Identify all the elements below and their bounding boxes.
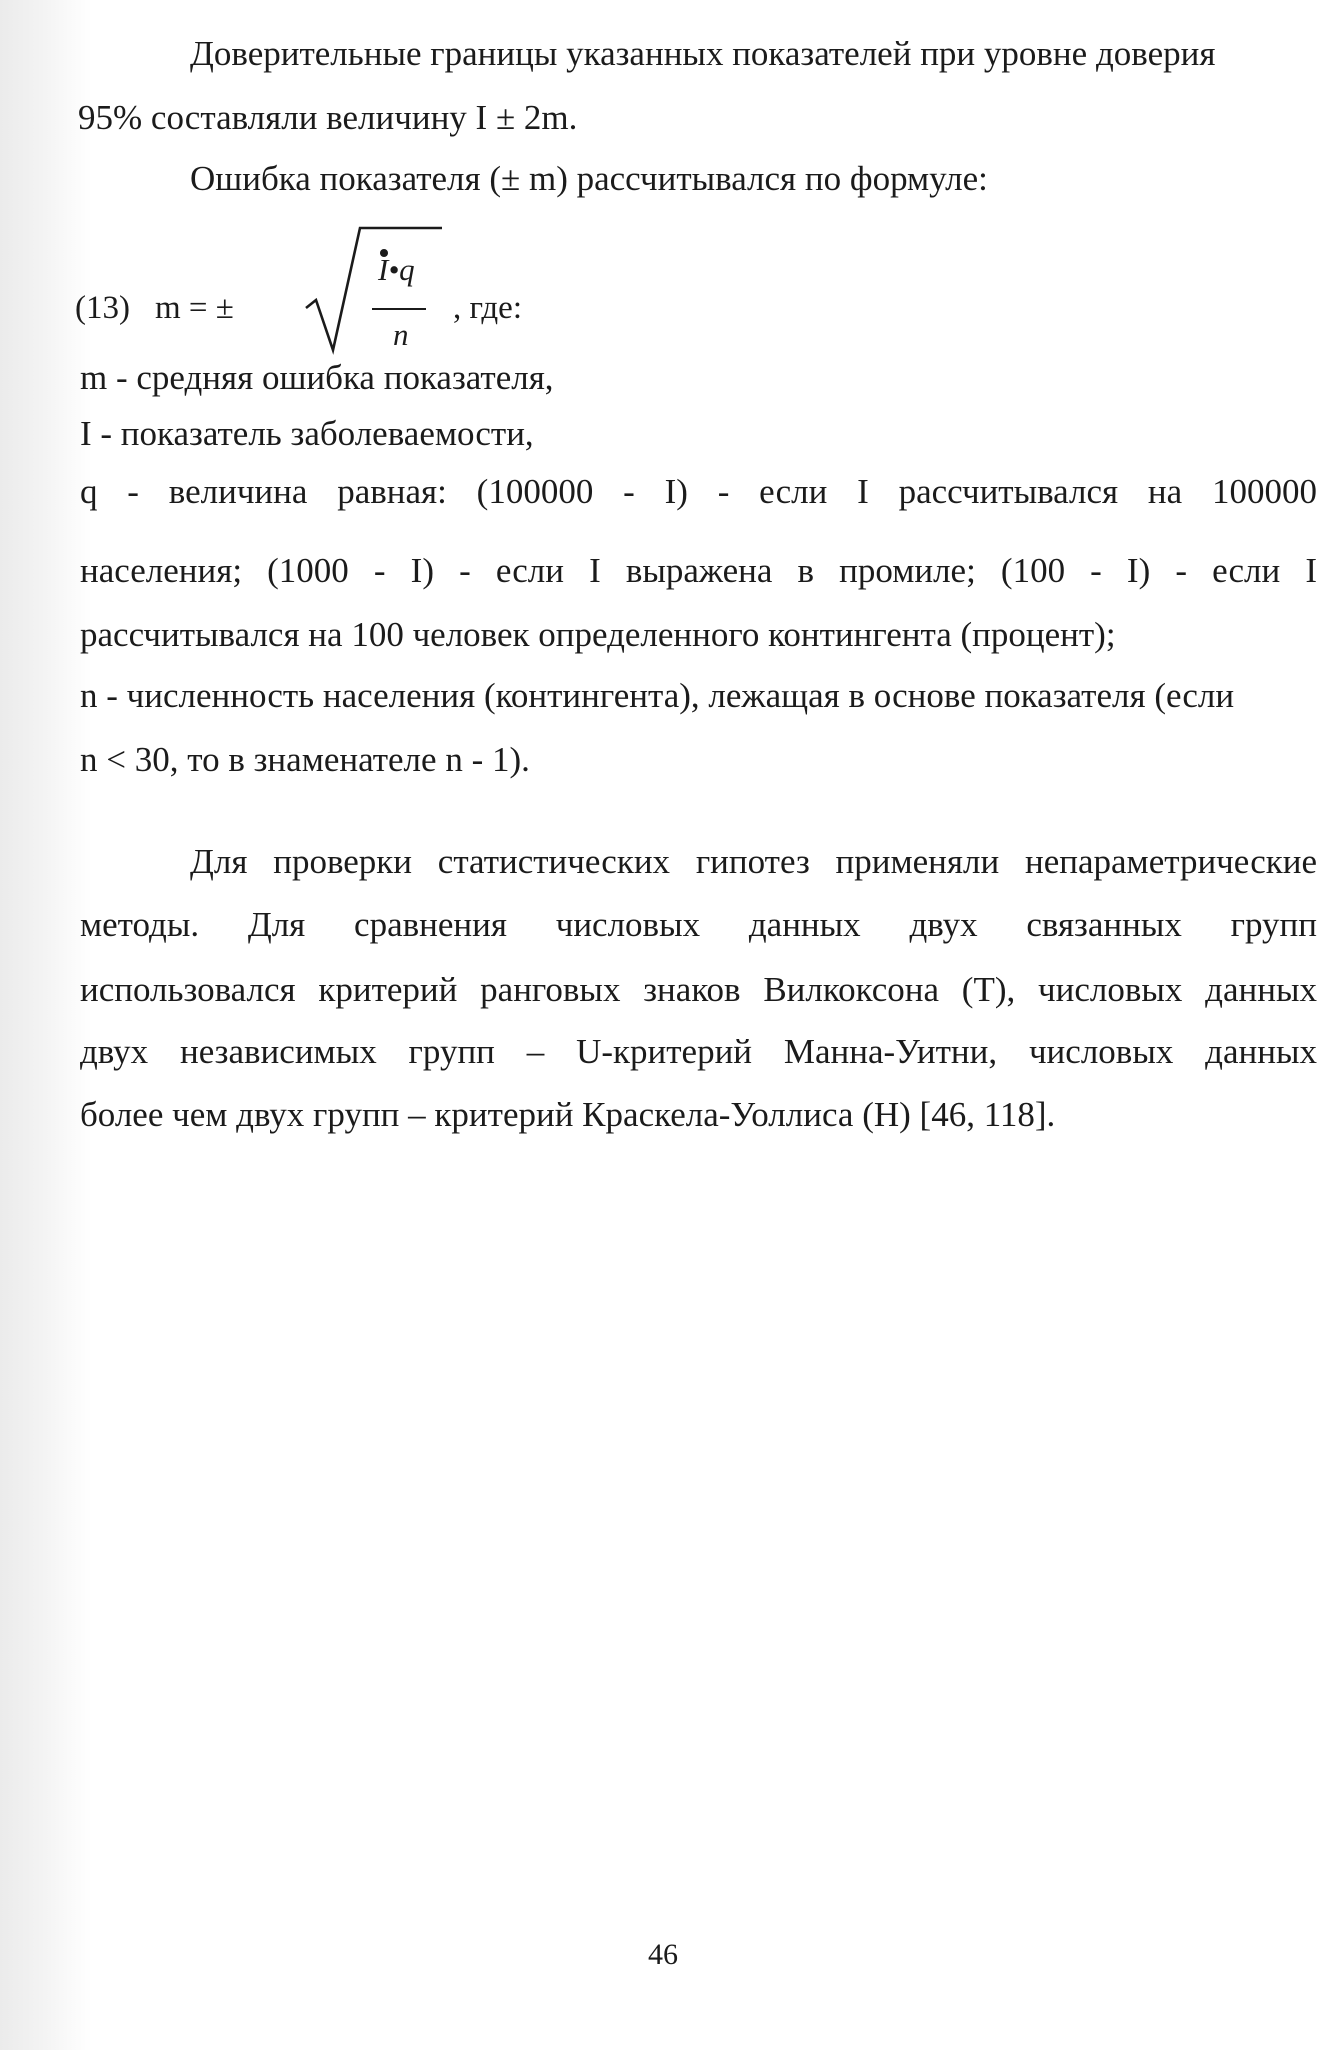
paragraph3-line2: методы. Для сравнения числовых данных двух связанных групп — [80, 905, 1317, 944]
error-formula — [75, 210, 775, 350]
formula-numerator: I•q — [378, 252, 415, 287]
paragraph3-line5: более чем двух групп – критерий Краскела-Уоллиса (Н) [46, 118]. — [80, 1095, 1056, 1134]
definition-i: I - показатель заболеваемости, — [80, 414, 534, 453]
definition-q-line3: рассчитывался на 100 человек определенного контингента (процент); — [80, 615, 1116, 654]
definition-n-line2: n < 30, то в знаменателе n - 1). — [80, 740, 530, 779]
paragraph1-line1: Доверительные границы указанных показателей при уровне доверия — [190, 34, 1216, 73]
formula-denominator: n — [393, 317, 409, 352]
definition-n-line1: n - численность населения (контингента), лежащая в основе показателя (если — [80, 676, 1235, 715]
definition-q-line1: q - величина равная: (100000 - I) - если I рассчитывался на 100000 — [80, 472, 1317, 511]
formula-where: , где: — [453, 290, 522, 326]
paragraph3-line4: двух независимых групп – U-критерий Манна-Уитни, числовых данных — [80, 1032, 1317, 1071]
paragraph1-line2: 95% составляли величину I ± 2m. — [78, 98, 578, 137]
paragraph3-line1: Для проверки статистических гипотез применяли непараметрические — [190, 842, 1317, 881]
formula-lhs: m = ± — [155, 290, 234, 326]
page-number: 46 — [648, 1938, 678, 1971]
paragraph3-line3: использовался критерий ранговых знаков Вилкоксона (Т), числовых данных — [80, 970, 1317, 1009]
square-root-sign — [300, 220, 600, 360]
paragraph2-line1: Ошибка показателя (± m) рассчитывался по формуле: — [190, 159, 988, 198]
definition-q-line2: населения; (1000 - I) - если I выражена в промиле; (100 - I) - если I — [80, 551, 1317, 590]
formula-number: (13) — [75, 290, 130, 326]
definition-m: m - средняя ошибка показателя, — [80, 358, 554, 397]
